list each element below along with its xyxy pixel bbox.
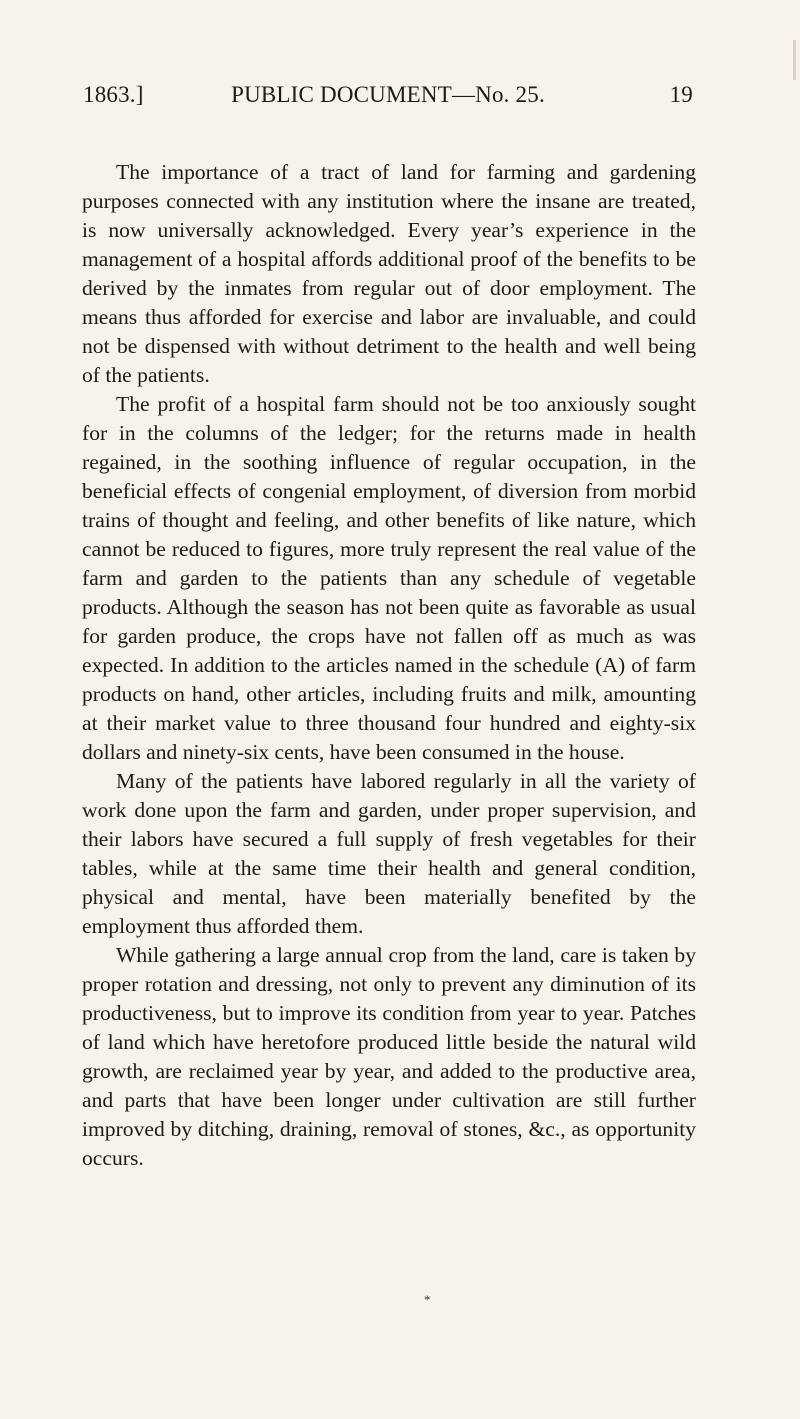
body-text — [82, 158, 696, 1173]
header-page-number: 19 — [669, 82, 693, 107]
running-header — [83, 82, 693, 122]
header-year: 1863.] — [83, 82, 144, 107]
footer-mark: * — [424, 1292, 431, 1307]
paragraph-4: While gathering a large annual crop from the land, care is taken by proper rotation and dressing, not only to prevent any diminution of its productiveness, but to improve its condition from year to year. Patches of land which have heretofore produced little beside the natural wild growth, are reclaimed year by year, and added to the productive area, and parts that have been longer under cultivation are still further improved by ditching, draining, removal of stones, &c., as opportunity occurs. — [82, 943, 696, 1170]
header-title: PUBLIC DOCUMENT—No. 25. — [231, 82, 545, 107]
paragraph-3: Many of the patients have labored regularly in all the variety of work done upon the farm and garden, under proper supervision, and their labors have secured a full supply of fresh vegetables for their tables, while at the same time their health and general condition, physical and mental, have been materially benefited by the employment thus afforded them. — [82, 769, 696, 938]
paragraph-2: The profit of a hospital farm should not be too anxiously sought for in the columns of the ledger; for the returns made in health regained, in the soothing influence of regular occupation, in the beneficial effects of congenial employment, of diversion from morbid trains of thought and feeling, and other benefits of like nature, which cannot be reduced to figures, more truly represent the real value of the farm and garden to the patients than any schedule of vegetable products. Although the season has not been quite as favorable as usual for garden produce, the crops have not fallen off as much as was expected. In addition to the articles named in the schedule (A) of farm products on hand, other articles, including fruits and milk, amounting at their market value to three thousand four hundred and eighty-six dollars and ninety-six cents, have been consumed in the house. — [82, 392, 696, 764]
paragraph-1: The importance of a tract of land for farming and gardening purposes connected with any institution where the insane are treated, is now universally acknowledged. Every year’s experience in the management of a hospital affords additional proof of the benefits to be derived by the inmates from regular out of door employment. The means thus afforded for exercise and labor are invaluable, and could not be dispensed with without detriment to the health and well being of the patients. — [82, 160, 696, 387]
page-edge-mark — [793, 40, 796, 80]
